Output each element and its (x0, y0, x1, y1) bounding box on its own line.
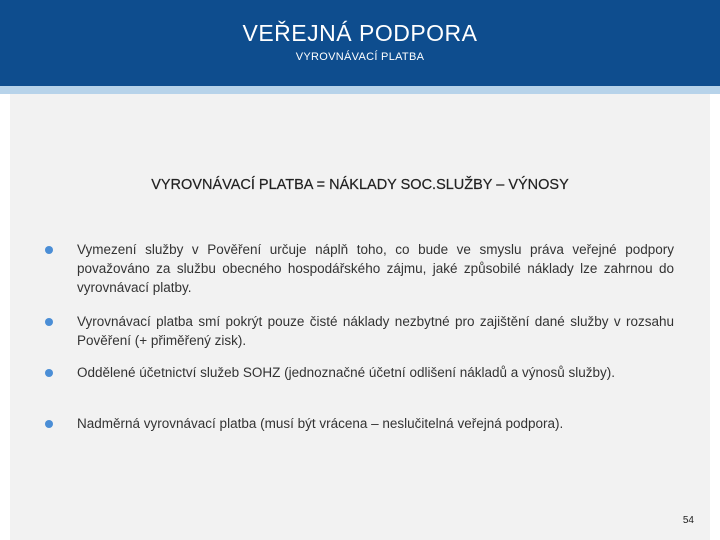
slide-subtitle: VYROVNÁVACÍ PLATBA (295, 51, 425, 63)
bullet-icon (45, 246, 53, 254)
bullet-icon (45, 318, 53, 326)
list-item-text: Vyrovnávací platba smí pokrýt pouze čisté náklady nezbytné pro zajištění dané služby v rozsahu Pověření (+ přiměřený zisk). (77, 314, 674, 348)
bullet-icon (45, 420, 53, 428)
header-accent-band (0, 86, 720, 94)
formula-heading: VYROVNÁVACÍ PLATBA = NÁKLADY SOC.SLUŽBY – VÝNOSY (151, 177, 569, 193)
list-item-text: Vymezení služby v Pověření určuje náplň toho, co bude ve smyslu práva veřejné podpory považováno za službu obecného hospodářského zájmu, jaké způsobilé náklady lze zahrnou do vyrovnávací platby. (77, 242, 674, 295)
bullet-icon (45, 369, 53, 377)
slide-content (10, 94, 710, 540)
slide-title: VEŘEJNÁ PODPORA (242, 20, 478, 46)
slide-header (0, 0, 720, 86)
list-item-text: Oddělené účetnictví služeb SOHZ (jednoznačné účetní odlišení nákladů a výnosů služby). (77, 365, 616, 380)
page-number: 54 (682, 515, 694, 526)
list-item-text: Nadměrná vyrovnávací platba (musí být vrácena – neslučitelná veřejná podpora). (77, 416, 564, 431)
